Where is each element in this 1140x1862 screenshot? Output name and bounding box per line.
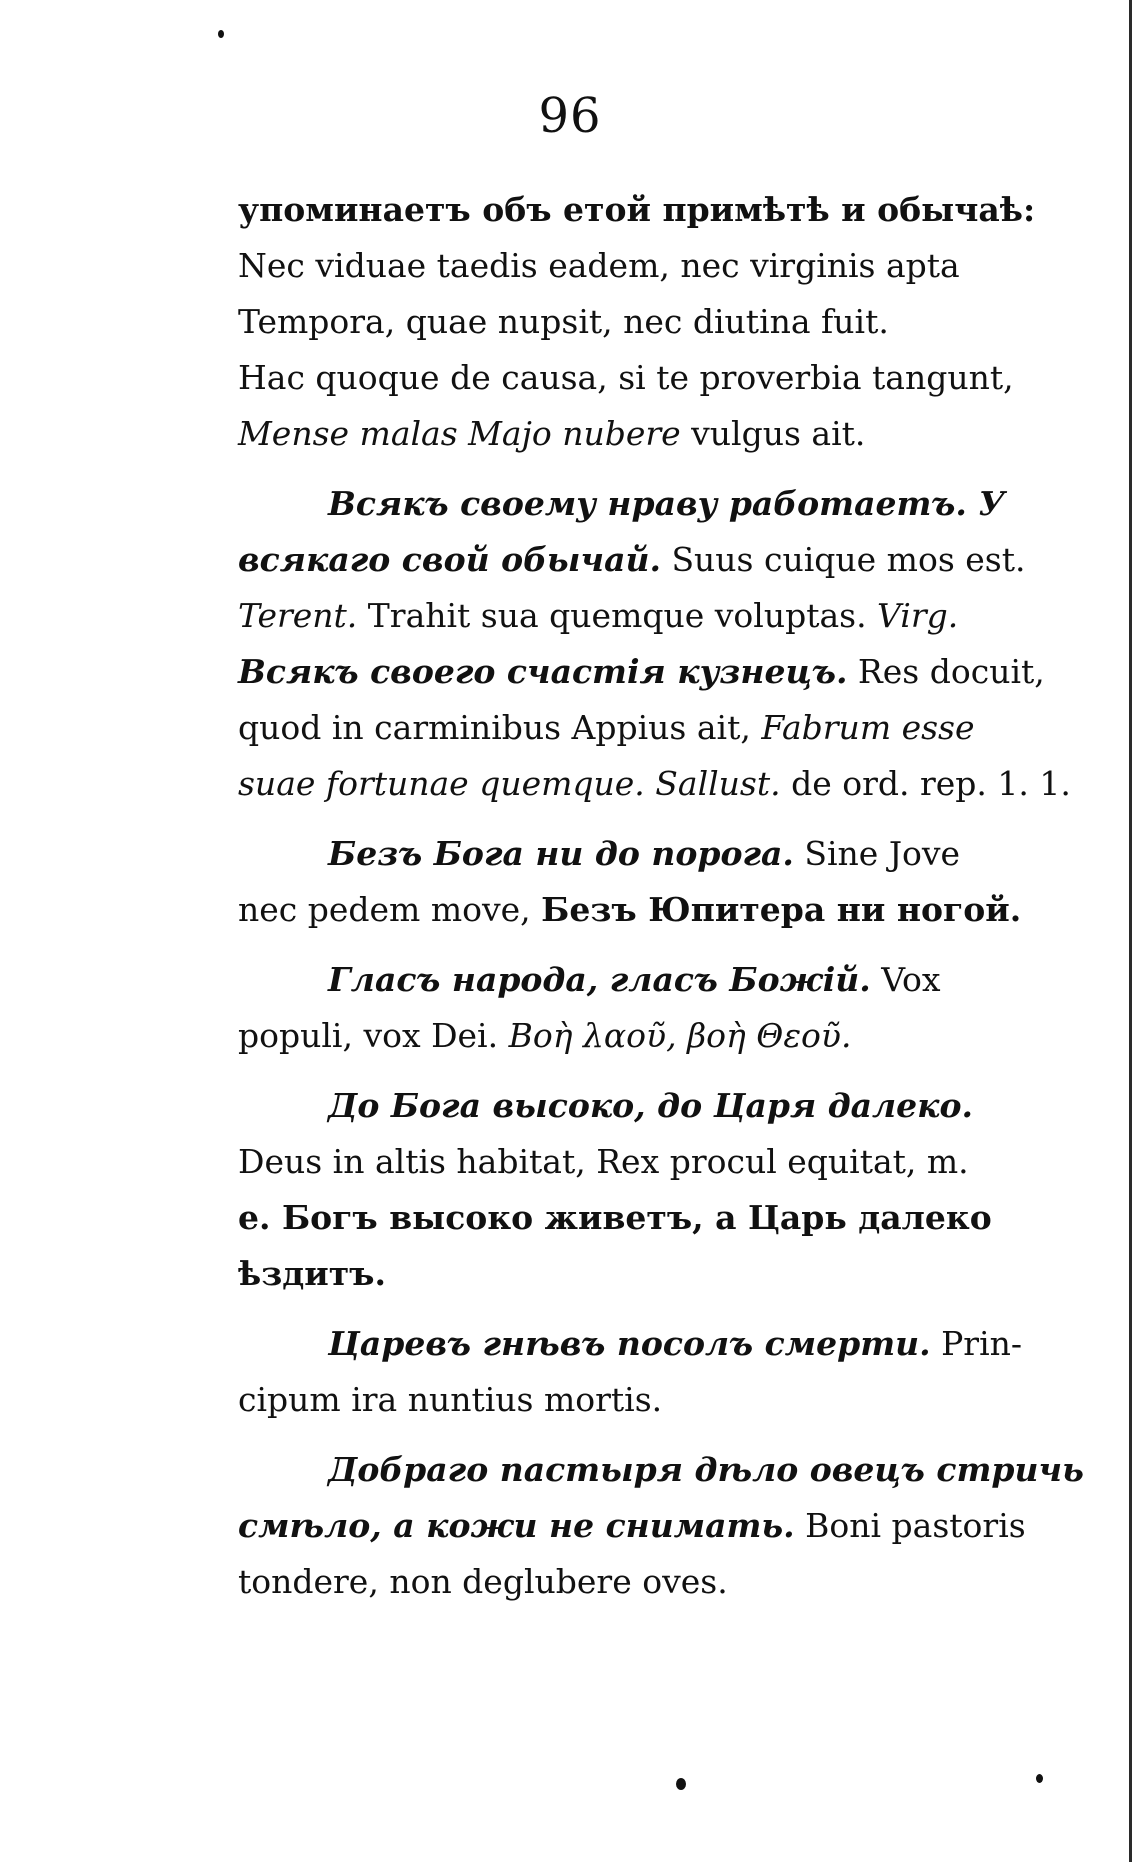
ink-speck <box>676 1778 686 1790</box>
text-run: До Бога высоко, до Царя далеко. <box>328 1086 974 1125</box>
text-run: Virg. <box>877 596 959 635</box>
text-run: Всякъ своего счастія кузнецъ. <box>238 652 848 691</box>
ink-speck <box>1036 1774 1043 1783</box>
text-run: Prin- <box>930 1324 1023 1363</box>
text-line <box>238 1372 1118 1428</box>
text-run: всякаго свой обычай. <box>238 540 661 579</box>
page-body <box>238 182 1118 1610</box>
text-line <box>238 882 1118 938</box>
text-run: vulgus ait. <box>680 414 866 453</box>
text-run: cipum ira nuntius mortis. <box>238 1380 663 1419</box>
text-run: tondere, non deglubere oves. <box>238 1562 728 1601</box>
text-run: Res docuit, <box>847 652 1045 691</box>
text-line <box>238 1134 1118 1190</box>
text-line <box>238 1190 1118 1246</box>
text-run: Безъ Бога ни до порога. <box>328 834 794 873</box>
text-line <box>238 756 1118 812</box>
text-run: quod in carminibus Appius ait, <box>238 708 762 747</box>
text-run: Fabrum esse <box>761 708 975 747</box>
text-line <box>238 1316 1118 1372</box>
text-run: Всякъ своему нраву работаетъ. У <box>328 484 1006 523</box>
text-run: Trahit sua quemque voluptas. <box>357 596 878 635</box>
text-line <box>238 1554 1118 1610</box>
text-line <box>238 588 1118 644</box>
text-line <box>238 476 1118 532</box>
text-line <box>238 294 1118 350</box>
text-run: Гласъ народа, гласъ Божій. <box>328 960 871 999</box>
text-run: Безъ Юпитера ни ногой. <box>541 890 1022 929</box>
text-run: е. Богъ высоко живетъ, а Царь далеко <box>238 1198 992 1237</box>
page-edge-line <box>1129 0 1132 1862</box>
text-run: Suus cuique mos est. <box>660 540 1026 579</box>
text-run: Hac quoque de causa, si te proverbia tangunt, <box>238 358 1014 397</box>
text-run: populi, vox Dei. <box>238 1016 509 1055</box>
text-line <box>238 1078 1118 1134</box>
text-line <box>238 182 1118 238</box>
text-line <box>238 644 1118 700</box>
text-run: смѣло, а кожи не снимать. <box>238 1506 795 1545</box>
text-run: ѣздитъ. <box>238 1254 386 1293</box>
text-run: упоминаетъ объ етой примѣтѣ и обычаѣ: <box>238 190 1036 229</box>
text-line <box>238 826 1118 882</box>
text-run: Sine Jove <box>793 834 961 873</box>
text-line <box>238 406 1118 462</box>
text-line <box>238 238 1118 294</box>
page-number: 96 <box>538 88 602 144</box>
text-line <box>238 1442 1118 1498</box>
text-run: Tempora, quae nupsit, nec diutina fuit. <box>238 302 889 341</box>
text-line <box>238 1246 1118 1302</box>
text-run: Boni pastoris <box>794 1506 1026 1545</box>
text-line <box>238 700 1118 756</box>
text-run: Mense malas Majo nubere <box>238 414 681 453</box>
text-run: Царевъ гнѣвъ посолъ смерти. <box>328 1324 931 1363</box>
text-run: Добраго пастыря дѣло овецъ стричь <box>328 1450 1084 1489</box>
text-run: suae fortunae quemque. Sallust. <box>238 764 781 803</box>
text-line <box>238 532 1118 588</box>
text-line <box>238 952 1118 1008</box>
text-run: Terent. <box>238 596 358 635</box>
text-run: nec pedem move, <box>238 890 542 929</box>
text-run: Βοὴ λαοῦ, βοὴ Θεοῦ. <box>508 1016 852 1055</box>
ink-speck <box>218 30 224 38</box>
text-line <box>238 350 1118 406</box>
text-run: Nec viduae taedis eadem, nec virginis apta <box>238 246 960 285</box>
text-line <box>238 1498 1118 1554</box>
text-run: Deus in altis habitat, Rex procul equitat, m. <box>238 1142 969 1181</box>
text-run: de ord. rep. 1. 1. <box>780 764 1071 803</box>
text-run: Vox <box>870 960 941 999</box>
text-line <box>238 1008 1118 1064</box>
